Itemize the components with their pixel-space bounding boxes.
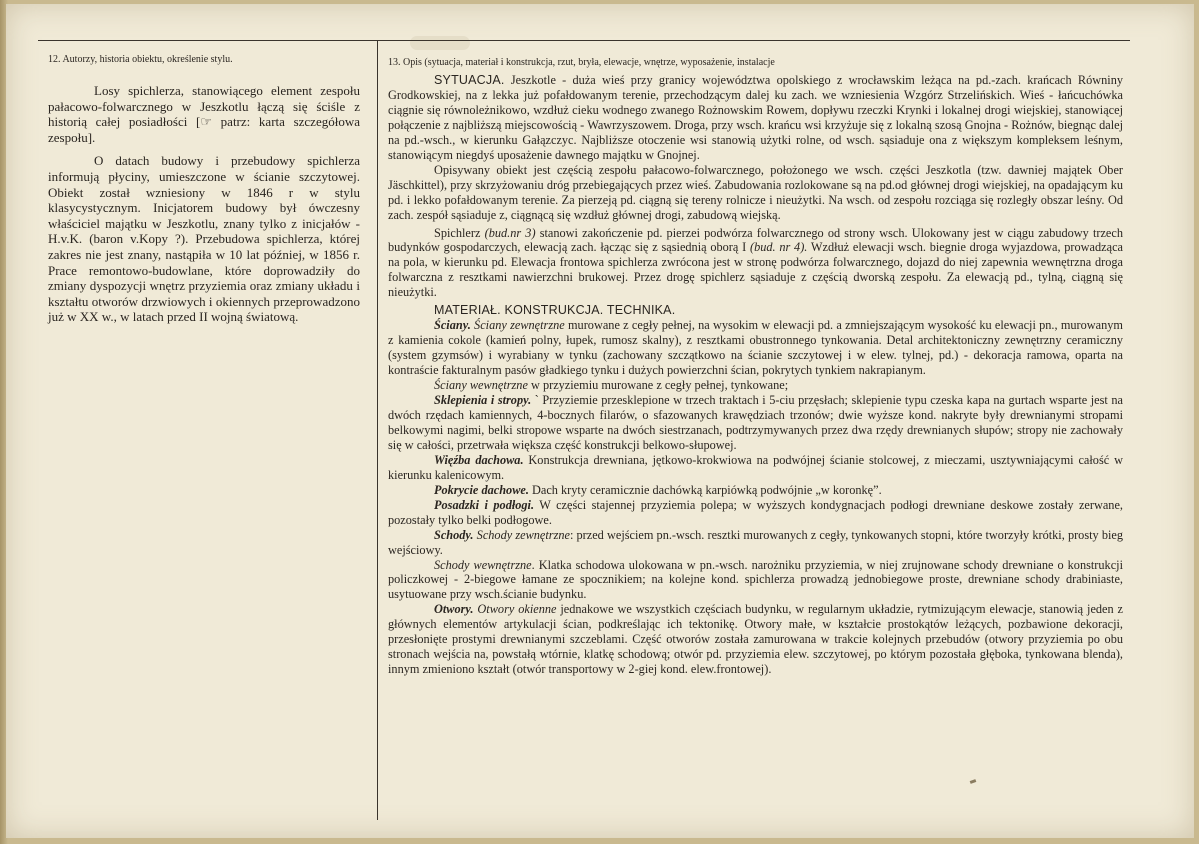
left-column-heading: 12. Autorzy, historia obiektu, określenie stylu. [48,54,233,65]
paper-stain [410,36,470,50]
walls-paragraph: Ściany. Ściany zewnętrzne murowane z cegły pełnej, na wysokim w elewacji pd. a zmniejszającym wysokość ku elewacji pn., murowanym z kamienia cokole (kamień polny, łupek, rumosz skalny), z resztkami obustronnego tynkowania. Detal architektoniczny zewnętrzny ceramiczny (system gzymsów) i wyrabiany w tynku (zachowany szczątkowo na ścianie szczytowej i w elew. tylnej, pd.) - dekoracja ramowa, oparta na kontraście fakturalnym pasów gładkiego tynku i dużych powierzchni ścian, pokrytych tynkiem nakrapianym. [388,318,1123,378]
floors-paragraph: Posadzki i podłogi. W części stajennej przyziemia polepa; w wyższych kondygnacjach podłogi drewniane deskowe zostały zerwane, pozostały tylko belki podłogowe. [388,497,1123,527]
history-paragraph-1: Losy spichlerza, stanowiącego element zespołu pałacowo-folwarcznego w Jeszkotlu łączą się ściśle z historią całej posiadłości [☞ patrz: karta szczegółowa zespołu]. [48,83,360,145]
walls-interior-paragraph: Ściany wewnętrzne w przyziemiu murowane z cegły pełnej, tynkowane; [434,378,789,393]
material-heading-line [388,303,1123,318]
openings-paragraph: Otwory. Otwory okienne jednakowe we wszystkich częściach budynku, w regularnym układzie, rytmizującym elewacje, stanowią jeden z głównych elementów artykulacji ścian, podkreślając ich tektonikę. Otwory małe, w kształcie prostokątów leżących, pozbawione dekoracji, przesłonięte prostymi drewnianymi szczeblami. Część otworów została zamurowana w trakcie kolejnych przebudów (otwory przyziemia po obu stronach wejścia na, powstałą wtórnie, klatkę schodową; otwór pd. przyziemia elew. szczytowej, po którym pozostała głęboka, tynkowana blenda), innym zmieniono kształt (otwór transportowy w 2-giej kond. elew.frontowej). [388,602,1124,677]
stairs-interior-paragraph: Schody wewnętrzne. Klatka schodowa ulokowana w pn.-wsch. narożniku przyziemia, w niej zrujnowane schody drewniane o konstrukcji policzkowej - 2-biegowe łamane ze spocznikiem; na kolejne kond. spichlerza prowadzą jednobiegowe proste, drewniane schody drabiniaste, usytuowane przy wsch.ścianie budynku. [388,557,1123,602]
history-paragraph-2: O datach budowy i przebudowy spichlerza informują płyciny, umieszczone w ścianie szczytowej. Obiekt został wzniesiony w 1846 r w stylu klasycystycznym. Inicjatorem budowy był ówczesny właściciel majątku w Jeszkotlu, znany tylko z inicjałów - H.v.K. (baron v.Kopy ?). Przebudowa spichlerza, której zakres nie jest znany, nastąpiła w 10 lat później, w 1856 r. Prace remontowo-budowlane, które doprowadziły do zmiany dyspozycji wnętrz przyziemia oraz zmiany układu i kształtu otworów drzwiowych i okiennych przeprowadzono już w XX w., w latach przed II wojną światową. [48,153,360,325]
right-column-text [388,73,1123,677]
top-rule [38,40,1130,41]
situation-paragraph-1: SYTUACJA. Jeszkotle - duża wieś przy granicy województwa opolskiego z wrocławskim leżąca na pd.-zach. krańcach Równiny Grodkowskiej, na z lekka już pofałdowanym terenie, przechodzącym dalej ku zach. we wzniesienia Wzgórz Strzelińskich. Wieś - łańcuchówka ciągnie się równoleżnikowo, wzdłuż cieku wodnego zwanego Rożnowskim Rowem, dopływu rzeczki Krynki i lokalnej drogi wiejskiej, stanowiącej połączenie z najbliższą miejscowością - Wawrzyszowem. Droga, przy wsch. krańcu wsi krzyżuje się z lokalną szosą Gnojna - Rożnów, biegnąc dalej na pd.-wsch., w kierunku Gałązczyc. Najbliższe otoczenie wsi stanowią użytki rolne, od wsch. sąsiaduje ona z większym kompleksem leśnym, stanowiącym niegdyś uposażenie dawnego majątku w Gnojnej. [388,73,1123,162]
situation-paragraph-2: Opisywany obiekt jest częścią zespołu pałacowo-folwarcznego, położonego we wsch. części Jeszkotla (tzw. dawniej majątek Ober Jäschkittel), przy skrzyżowaniu dróg przebiegających przez wieś. Zabudowania rozlokowane są na pd.od głównej drogi wiejskiej, na opadającym ku pd. i lekko pofałdowanym terenie. Za pierzeją pd. ciągną się tereny rolnicze i nieużytki. Na wsch. od zespołu rozciąga się rozległy obszar leśny. Od zach. zespół sąsiaduje z, ciągnącą się wzdłuż głównej drogi, zabudową wiejską. [388,162,1123,222]
vaults-paragraph: Sklepienia i stropy. ` Przyziemie przesklepione w trzech traktach i 5-ciu przęsłach; sklepienie typu czeska kapa na gurtach wsparte jest na dwóch rzędach kamiennych, 4-bocznych filarów, o sfazowanych krawędziach trzonów; dwie wyższe kond. nakryte były drewnianymi stropami belkowymi nagimi, belki stropowe wsparte na dwóch siestrzanach, podtrzymywanych przez dwa rzędy drewnianych słupów; stropy nie zachowały się w całości, przetrwała większa część konstrukcji belkowo-słupowej. [388,393,1124,452]
column-divider [377,40,378,820]
material-heading: MATERIAŁ. KONSTRUKCJA. TECHNIKA. [434,303,676,318]
stairs-paragraph: Schody. Schody zewnętrzne: przed wejściem pn.-wsch. resztki murowanych z cegły, tynkowanych stopni, które tworzyły krótki, prosty bieg wejściowy. [388,527,1123,557]
situation-paragraph-3: Spichlerz (bud.nr 3) stanowi zakończenie pd. pierzei podwórza folwarcznego od strony wsch. Ulokowany jest w ciągu zabudowy trzech budynków gospodarczych, elewacją zach. łącząc się z sąsiednią oborą I (bud. nr 4). Wzdłuż elewacji wsch. biegnie droga wyjazdowa, prowadząca na pola, w kierunku pd. Elewacja frontowa spichlerza zwrócona jest w stronę podwórza folwarcznego, dojazd do niej zapewnia wewnętrzna droga folwarczna z resztkami nawierzchni brukowej. Przez drogę spichlerz sąsiaduje z częścią dworską zespołu. Za elewacją pd., tylną, ciągną się nieużytki. [388,225,1123,300]
right-column-heading: 13. Opis (sytuacja, materiał i konstrukcja, rzut, bryła, elewacje, wnętrze, wyposażenie, instalacje [388,57,775,68]
left-column-text [48,83,360,333]
roof-structure-paragraph: Więźba dachowa. Konstrukcja drewniana, jętkowo-krokwiowa na podwójnej ścianie stolcowej, z mieczami, usztywniającymi całość w kierunku kalenicowym. [388,452,1123,482]
roof-cover-paragraph: Pokrycie dachowe. Dach kryty ceramicznie dachówką karpiówką podwójnie „w koronkę”. [434,482,882,497]
situation-heading: SYTUACJA. [434,73,505,87]
